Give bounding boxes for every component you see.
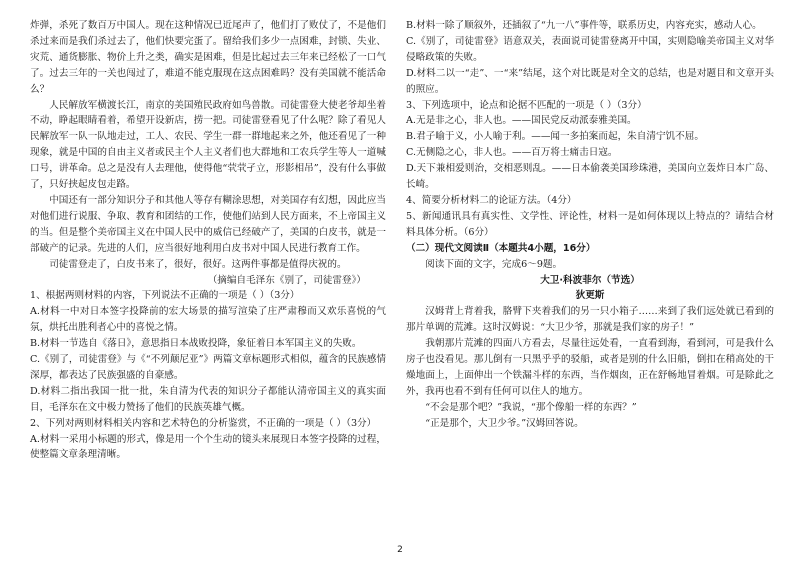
right-column xyxy=(406,18,774,432)
question-3-option-c: C.无侧隐之心，非人也。——百万将士痛击日寇。 xyxy=(406,147,618,159)
question-3-option-d: D.天下兼相爱则治，交相恶则乱。——日本偷袭美国珍珠港，美国向立轰炸日本广岛、长崎。 xyxy=(406,163,774,191)
question-4: 4、简要分析材料二的论证方法。（4分） xyxy=(406,194,577,206)
source-citation: （摘编自毛泽东《别了，司徒雷登》） xyxy=(207,274,366,286)
question-2-option-d: D.材料二以一“走”、一“来”结尾，这个对比既是对全文的总结，也是对题目和文章开头的照应。 xyxy=(406,67,774,95)
question-2-option-b: B.材料一除了顺叙外，还插叙了“九一八”事件等，联系历史，内容充实，感动人心。 xyxy=(406,20,762,31)
passage-paragraph: 汉姆背上背着我，胳臂下夹着我们的另一只小箱子……来到了我们远处就已看到的那片单调的荒滩。这时汉姆说：“大卫少爷，那就是我们家的房子！” xyxy=(406,306,774,334)
left-column xyxy=(30,18,386,463)
question-3: 3、下列选项中，论点和论据不匹配的一项是（ ）（3分） xyxy=(406,99,647,111)
passage-paragraph: 我朝那片荒滩的四面八方看去，尽量往远处看，一直看到海，看到河，可是我什么房子也没看见。那儿倒有一只黑乎乎的驳船，或者是别的什么旧船，倒扣在稍高处的干燥地面上，上面伸出一个铁漏斗样的东西，当作烟囱，正在舒畅地冒着烟。可是除此之外，我再也看不到有任何可以住人的地方。 xyxy=(406,338,774,397)
passage-author: 狄更斯 xyxy=(575,290,605,302)
question-5: 5、新闻通讯具有真实性、文学性、评论性，材料一是如何体现以上特点的？请结合材料具体分析。（6分） xyxy=(406,210,774,238)
question-2-option-c: C.《别了，司徒雷登》语意双关，表面说司徒雷登离开中国，实则隐喻美帝国主义对华侵略政策的失败。 xyxy=(406,35,774,63)
reading-instruction: 阅读下面的文字，完成6～9题。 xyxy=(425,258,563,270)
material-paragraph: 司徒雷登走了，白皮书来了，很好，很好。这两件事都是值得庆祝的。 xyxy=(49,258,347,270)
question-1-option-c: C.《别了，司徒雷登》与《“不列颠尼亚”》两篇文章标题形式相似，蕴含的民族感情深厚，都表达了民族强盛的自豪感。 xyxy=(30,354,386,381)
question-1-option-a: A.材料一中对日本签字投降前的宏大场景的描写渲染了庄严肃穆而又欢乐喜悦的气氛，烘托出胜利者心中的喜悦之情。 xyxy=(30,306,386,334)
passage-paragraph: “正是那个，大卫少爷。”汉姆回答说。 xyxy=(425,417,584,429)
page-number: 2 xyxy=(397,545,403,555)
section-heading: （二）现代文阅读Ⅱ（本题共4小题，16分） xyxy=(406,242,596,254)
question-2: 2、下列对两则材料相关内容和艺术特色的分析鉴赏，不正确的一项是（ ）（3分） xyxy=(30,417,377,429)
passage-paragraph: “不会是那个吧？”我说，“那个像船一样的东西？” xyxy=(425,401,637,413)
question-3-option-b: B.君子喻于义，小人喻于利。——闻一多拍案而起，朱自清宁饥不屈。 xyxy=(406,131,704,143)
material-paragraph: 人民解放军横渡长江，南京的美国殖民政府如鸟兽散。司徒雷登大使老爷却坐着不动，睁起眼睛看着，希望开设新店，捞一把。司徒雷登看见了什么呢？除了看见人民解放军一队一队地走过，工人、农民、学生一群一群地起来之外，他还看见了一种现象，就是中国的自由主义者或民主个人主义者们也大群地和工农兵学生等人一道喊口号，讲革命。总之是没有人去理他，使得他“茕茕孑立，形影相吊”，没有什么事做了，只好挟起皮包走路。 xyxy=(30,99,386,191)
material-paragraph: 炸弹，杀死了数百万中国人。现在这种情况已近尾声了，他们打了败仗了，不是他们杀过来而是我们杀过去了，他们快要完蛋了。留给我们多少一点困难，封锁、失业、灾荒、通货膨胀、物价上升之类，确实是困难，但是比起过去三年来已经松了一口气了。过去三年的一关也闯过了，难道不能克服现在这点困难吗？没有美国就不能活命么？ xyxy=(30,20,386,95)
question-1-option-b: B.材料一节选自《落日》，意思指日本战败投降，象征着日本军国主义的失败。 xyxy=(30,338,362,350)
question-2-option-a: A.材料一采用小标题的形式，像是用一个个生动的镜头来展现日本签字投降的过程，使整篇文章条理清晰。 xyxy=(30,433,386,461)
material-paragraph: 中国还有一部分知识分子和其他人等存有糊涂思想，对美国存有幻想，因此应当对他们进行说服、争取、教育和团结的工作，使他们站到人民方面来，不上帝国主义的当。但是整个美帝国主义在中国人民中的威信已经破产了，美国的白皮书，就是一部破产的记录。先进的人们，应当很好地利用白皮书对中国人民进行教育工作。 xyxy=(30,194,386,254)
passage-title: 大卫·科波菲尔（节选） xyxy=(540,274,640,286)
question-1-option-d: D.材料二指出我国一批一批，朱自清为代表的知识分子都能认清帝国主义的真实面目，毛泽东在文中极力赞扬了他们的民族英雄气概。 xyxy=(30,385,386,413)
question-1: 1、根据两则材料的内容，下列说法不正确的一项是（ ）（3分） xyxy=(30,290,300,302)
question-3-option-a: A.无是非之心，非人也。——国民党反动派泰雅美国。 xyxy=(406,115,637,127)
